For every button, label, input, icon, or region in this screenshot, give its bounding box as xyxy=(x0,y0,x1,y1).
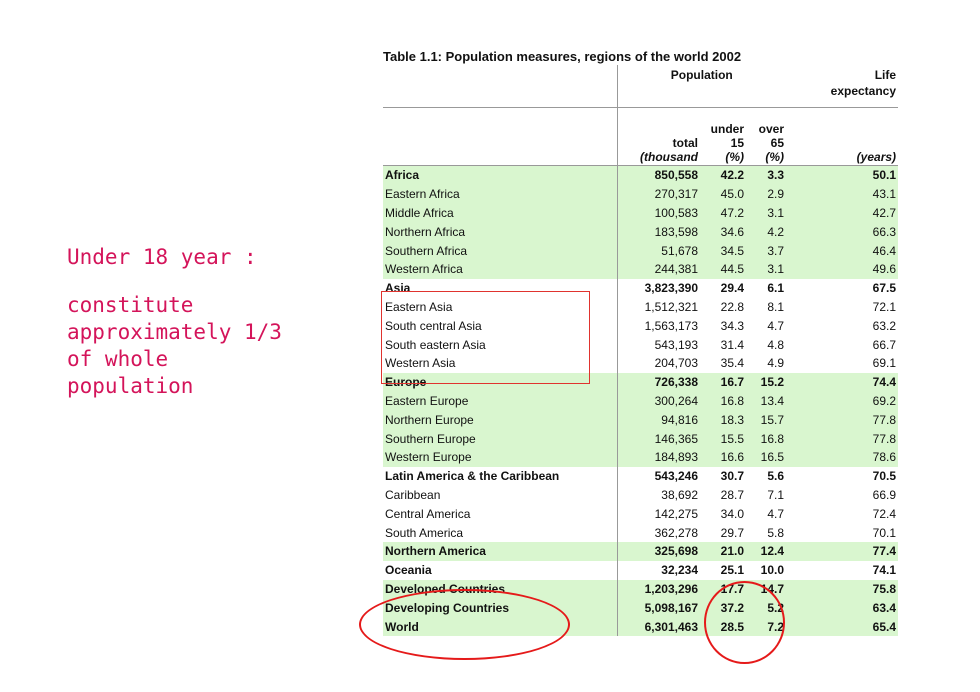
cell-region-name: Developing Countries xyxy=(383,598,617,617)
cell-over65: 7.1 xyxy=(767,487,785,502)
table-row xyxy=(383,204,898,223)
cell-under15: 16.6 xyxy=(700,448,746,467)
cell-region-name: Northern Africa xyxy=(383,222,617,241)
cell-over65: 8.1 xyxy=(767,299,785,314)
cell-over65: 4.7 xyxy=(767,506,785,521)
table-row xyxy=(383,467,898,486)
cell-over65: 14.7 xyxy=(746,580,786,599)
cell-region-name: Northern America xyxy=(383,542,617,561)
cell-total: 1,203,296 xyxy=(617,580,700,599)
cell-region-name: Eastern Europe xyxy=(383,392,617,411)
cell-under15: 42.2 xyxy=(700,166,746,185)
cell-over65: 15.2 xyxy=(746,373,786,392)
header-row-group xyxy=(383,65,898,108)
header-under15 xyxy=(700,108,746,166)
header-population: Population xyxy=(617,65,786,108)
cell-under15: 34.3 xyxy=(720,318,744,333)
cell-over65: 6.1 xyxy=(767,281,785,296)
cell-life-expectancy: 46.4 xyxy=(786,241,898,260)
header-under15-unit: (%) xyxy=(725,150,744,164)
header-total xyxy=(617,108,700,166)
cell-over65: 16.8 xyxy=(746,429,786,448)
note-body: constitute approximately 1/3 of whole population xyxy=(67,293,282,398)
cell-total: 204,703 xyxy=(617,354,700,373)
cell-total: 325,698 xyxy=(617,542,700,561)
cell-region-name: World xyxy=(383,617,617,636)
cell-region-name: Western Africa xyxy=(383,260,617,279)
header-under15-line2: 15 xyxy=(730,136,744,150)
header-under15-line1: under xyxy=(710,122,744,136)
cell-life-expectancy: 66.9 xyxy=(872,487,897,502)
cell-total: 3,823,390 xyxy=(617,279,700,298)
table-row xyxy=(383,523,898,542)
table-row xyxy=(383,561,898,580)
cell-region-name: Oceania xyxy=(385,563,432,578)
cell-under15: 44.5 xyxy=(700,260,746,279)
cell-region-name: Northern Europe xyxy=(383,410,617,429)
cell-region-name: South eastern Asia xyxy=(385,337,486,352)
cell-under15: 16.8 xyxy=(700,392,746,411)
cell-region-name: Caribbean xyxy=(385,487,441,502)
cell-total: 184,893 xyxy=(617,448,700,467)
cell-over65: 3.1 xyxy=(746,260,786,279)
cell-total: 726,338 xyxy=(617,373,700,392)
header-life xyxy=(786,108,898,166)
cell-region-name: Africa xyxy=(383,166,617,185)
cell-over65: 4.8 xyxy=(767,337,785,352)
cell-over65: 3.1 xyxy=(746,204,786,223)
cell-life-expectancy: 77.4 xyxy=(786,542,898,561)
cell-over65: 16.5 xyxy=(746,448,786,467)
cell-life-expectancy: 77.8 xyxy=(786,429,898,448)
cell-over65: 5.6 xyxy=(767,469,785,484)
header-over65-line1: over xyxy=(758,122,785,136)
cell-region-name: Europe xyxy=(383,373,617,392)
cell-life-expectancy: 63.4 xyxy=(786,598,898,617)
cell-life-expectancy: 42.7 xyxy=(786,204,898,223)
cell-life-expectancy: 77.8 xyxy=(786,410,898,429)
cell-under15: 34.5 xyxy=(700,241,746,260)
cell-over65: 3.7 xyxy=(746,241,786,260)
cell-under15: 34.0 xyxy=(720,506,744,521)
cell-total: 183,598 xyxy=(617,222,700,241)
cell-under15: 25.1 xyxy=(720,563,744,578)
cell-region-name: Asia xyxy=(385,281,411,296)
table-row xyxy=(383,185,898,204)
table-body xyxy=(383,166,898,636)
cell-total: 100,583 xyxy=(617,204,700,223)
table-row xyxy=(383,429,898,448)
cell-under15: 34.6 xyxy=(700,222,746,241)
cell-total: 5,098,167 xyxy=(617,598,700,617)
cell-under15: 47.2 xyxy=(700,204,746,223)
table-row xyxy=(383,166,898,185)
cell-total: 543,193 xyxy=(617,335,700,354)
header-empty-cell xyxy=(383,108,617,166)
cell-total: 244,381 xyxy=(617,260,700,279)
cell-under15: 17.7 xyxy=(700,580,746,599)
table-row xyxy=(383,448,898,467)
cell-total: 1,512,321 xyxy=(617,298,700,317)
cell-under15: 29.4 xyxy=(720,281,744,296)
cell-total: 543,246 xyxy=(617,467,700,486)
cell-life-expectancy: 74.1 xyxy=(872,563,897,578)
cell-under15: 28.5 xyxy=(700,617,746,636)
cell-total: 142,275 xyxy=(617,504,700,523)
cell-life-expectancy: 69.1 xyxy=(872,356,897,371)
cell-region-name: Southern Africa xyxy=(383,241,617,260)
cell-total: 32,234 xyxy=(617,561,700,580)
cell-total: 6,301,463 xyxy=(617,617,700,636)
cell-life-expectancy: 75.8 xyxy=(786,580,898,599)
cell-under15: 21.0 xyxy=(700,542,746,561)
table-title: Table 1.1: Population measures, regions of the world 2002 xyxy=(383,49,742,64)
header-over65 xyxy=(746,108,786,166)
table-header xyxy=(383,65,898,166)
cell-region-name: Developed Countries xyxy=(383,580,617,599)
under15-highlight-ellipse xyxy=(704,581,785,664)
cell-life-expectancy: 65.4 xyxy=(786,617,898,636)
cell-under15: 29.7 xyxy=(720,525,744,540)
cell-life-expectancy: 69.2 xyxy=(786,392,898,411)
cell-life-expectancy: 67.5 xyxy=(872,281,897,296)
cell-under15: 22.8 xyxy=(720,299,744,314)
cell-over65: 15.7 xyxy=(746,410,786,429)
annotation-note xyxy=(67,244,367,400)
cell-total: 300,264 xyxy=(617,392,700,411)
header-empty-cell xyxy=(383,65,617,108)
cell-life-expectancy: 72.4 xyxy=(872,506,897,521)
country-groups-highlight-ellipse xyxy=(359,589,570,660)
header-life-line2: expectancy xyxy=(830,84,897,98)
cell-region-name: Central America xyxy=(385,506,471,521)
cell-life-expectancy: 66.7 xyxy=(872,337,897,352)
header-total-unit: (thousand xyxy=(640,150,698,164)
cell-over65: 5.8 xyxy=(767,525,785,540)
header-over65-unit: (%) xyxy=(765,150,785,164)
header-total-label: total xyxy=(672,136,698,150)
cell-over65: 2.9 xyxy=(746,185,786,204)
cell-over65: 13.4 xyxy=(746,392,786,411)
cell-under15: 35.4 xyxy=(720,356,744,371)
header-life-expectancy xyxy=(786,65,898,108)
cell-life-expectancy: 66.3 xyxy=(786,222,898,241)
cell-under15: 18.3 xyxy=(700,410,746,429)
cell-region-name: Western Asia xyxy=(385,356,456,371)
cell-life-expectancy: 78.6 xyxy=(786,448,898,467)
cell-over65: 10.0 xyxy=(760,563,785,578)
cell-region-name: Eastern Africa xyxy=(383,185,617,204)
asia-highlight-box xyxy=(381,291,590,384)
cell-total: 1,563,173 xyxy=(617,316,700,335)
cell-under15: 16.7 xyxy=(700,373,746,392)
header-life-unit: (years) xyxy=(856,150,897,164)
cell-total: 94,816 xyxy=(617,410,700,429)
table-row xyxy=(383,222,898,241)
cell-total: 38,692 xyxy=(617,486,700,505)
cell-total: 850,558 xyxy=(617,166,700,185)
cell-total: 270,317 xyxy=(617,185,700,204)
table-row xyxy=(383,392,898,411)
cell-over65: 4.9 xyxy=(767,356,785,371)
cell-region-name: Southern Europe xyxy=(383,429,617,448)
cell-under15: 30.7 xyxy=(720,469,744,484)
cell-total: 146,365 xyxy=(617,429,700,448)
cell-region-name: South America xyxy=(385,525,464,540)
cell-under15: 45.0 xyxy=(700,185,746,204)
table-row xyxy=(383,504,898,523)
header-life-line1: Life xyxy=(874,68,897,82)
cell-life-expectancy: 74.4 xyxy=(786,373,898,392)
cell-over65: 3.3 xyxy=(746,166,786,185)
cell-over65: 12.4 xyxy=(746,542,786,561)
cell-region-name: South central Asia xyxy=(385,318,482,333)
cell-over65: 4.2 xyxy=(746,222,786,241)
table-row xyxy=(383,260,898,279)
cell-region-name: Latin America & the Caribbean xyxy=(385,469,560,484)
cell-life-expectancy: 70.5 xyxy=(872,469,897,484)
table-row xyxy=(383,410,898,429)
cell-under15: 28.7 xyxy=(720,487,744,502)
cell-life-expectancy: 50.1 xyxy=(786,166,898,185)
cell-region-name: Middle Africa xyxy=(383,204,617,223)
cell-life-expectancy: 72.1 xyxy=(872,299,897,314)
header-over65-line2: 65 xyxy=(770,136,785,150)
cell-over65: 5.2 xyxy=(746,598,786,617)
cell-life-expectancy: 63.2 xyxy=(872,318,897,333)
cell-over65: 4.7 xyxy=(767,318,785,333)
cell-under15: 37.2 xyxy=(700,598,746,617)
cell-over65: 7.2 xyxy=(746,617,786,636)
cell-life-expectancy: 49.6 xyxy=(786,260,898,279)
cell-life-expectancy: 43.1 xyxy=(786,185,898,204)
cell-life-expectancy: 70.1 xyxy=(872,525,897,540)
cell-total: 51,678 xyxy=(617,241,700,260)
table-row xyxy=(383,241,898,260)
cell-total: 362,278 xyxy=(617,523,700,542)
table-row xyxy=(383,486,898,505)
note-heading: Under 18 year : xyxy=(67,245,257,269)
header-row-columns xyxy=(383,108,898,166)
cell-region-name: Eastern Asia xyxy=(385,299,453,314)
table-row xyxy=(383,542,898,561)
cell-under15: 15.5 xyxy=(700,429,746,448)
cell-region-name: Western Europe xyxy=(383,448,617,467)
cell-under15: 31.4 xyxy=(720,337,744,352)
